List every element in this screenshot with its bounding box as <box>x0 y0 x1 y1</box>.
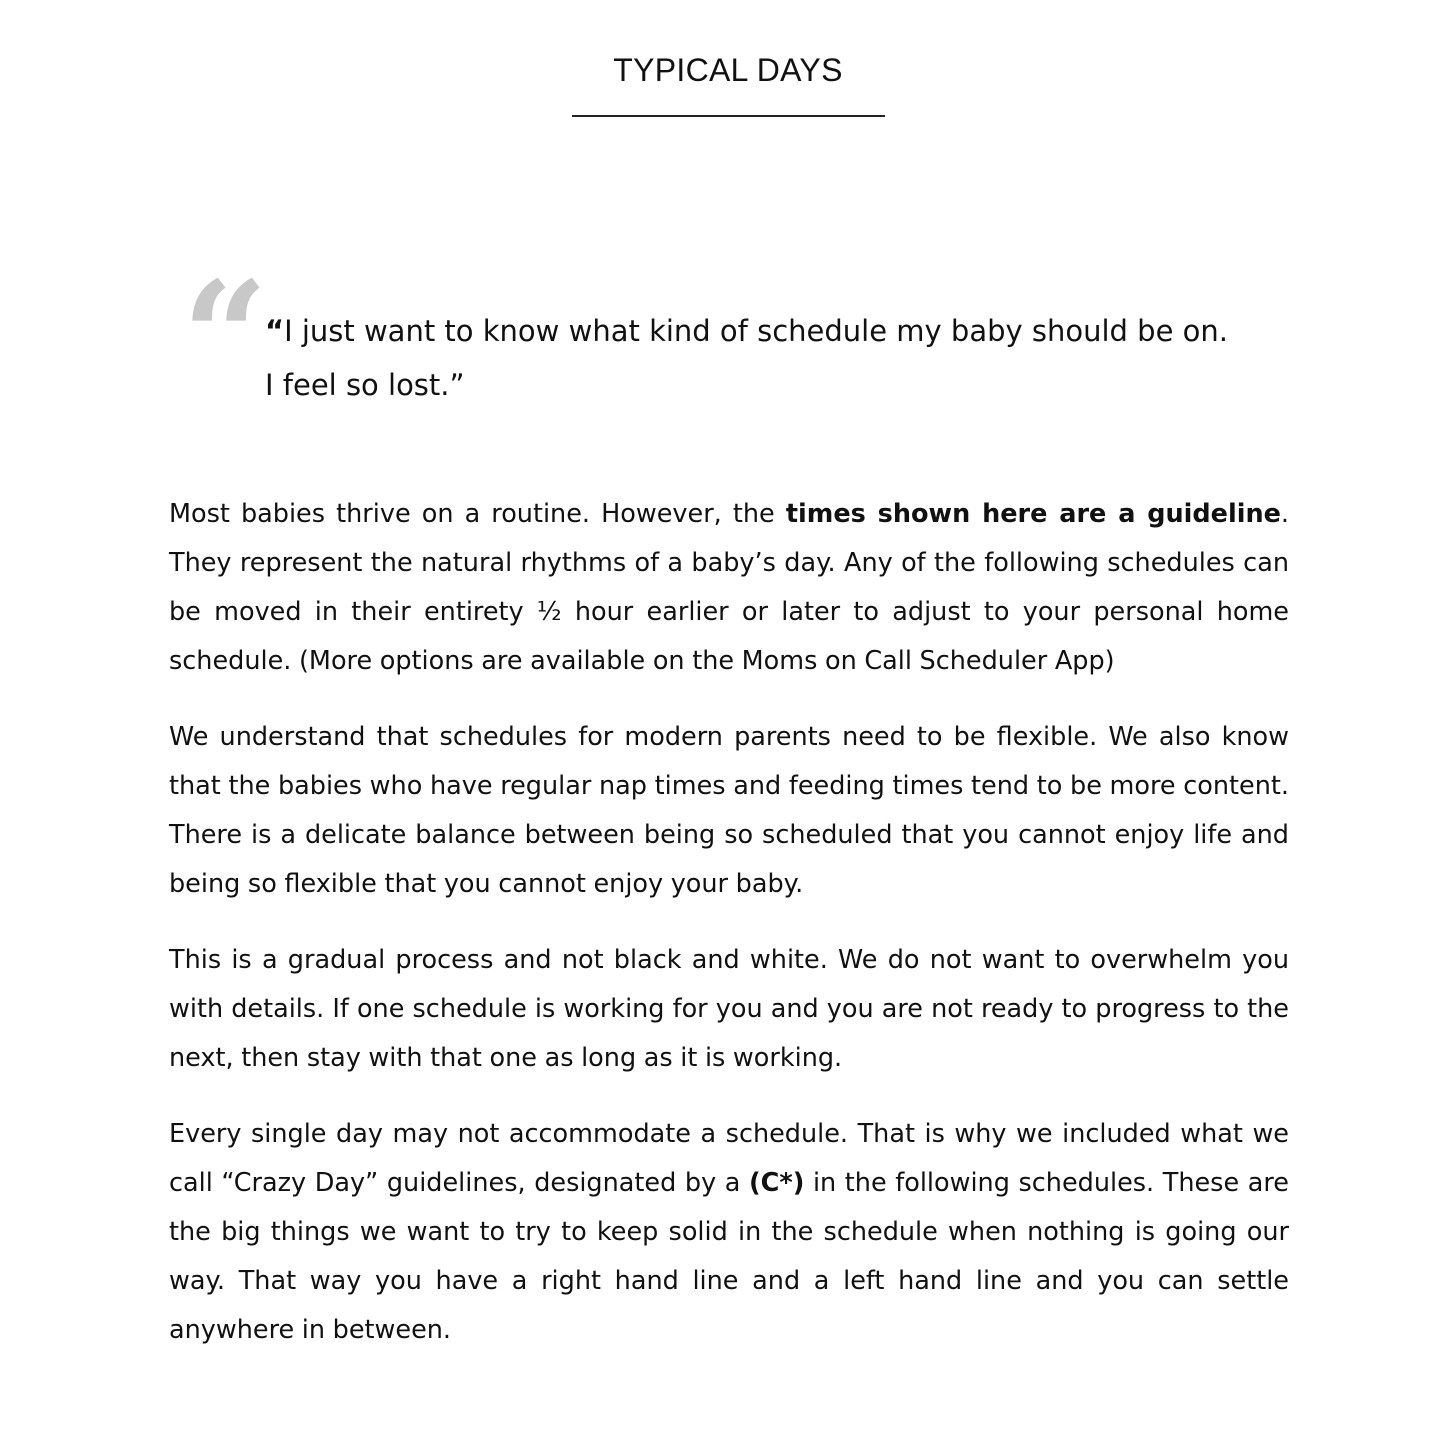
paragraph-2: We understand that schedules for modern parents need to be flexible. We also know that the babies who have regular nap times and feeding times tend to be more content. There is a delicate balance between being so scheduled that you cannot enjoy life and being so flexible that you cannot enjoy your baby. <box>169 722 1289 899</box>
pull-quote-text-1: I just want to know what kind of schedule my baby should be on. <box>284 314 1228 348</box>
paragraph-1 <box>169 490 1289 686</box>
paragraph-1-before: Most babies thrive on a routine. However, the <box>169 499 786 529</box>
paragraph-1-emphasis: times shown here are a guideline <box>785 499 1281 529</box>
quotation-mark-icon: “ <box>182 249 269 425</box>
paragraph-3: This is a gradual process and not black and white. We do not want to overwhelm you with details. If one schedule is working for you and you are not ready to progress to the next, then stay with that one as long as it is working. <box>169 945 1289 1073</box>
paragraph-1-after: . They represent the natural rhythms of a baby’s day. Any of the following schedules can be moved in their entirety ½ hour earlier or later to adjust to your personal home schedule. (More options are available on the Moms on Call Scheduler App) <box>169 499 1290 676</box>
body-text <box>169 490 1289 1382</box>
pull-quote-line-2: I feel so lost.” <box>265 368 465 402</box>
pull-quote <box>265 304 1325 412</box>
chapter-title: TYPICAL DAYS <box>613 52 843 88</box>
paragraph-4-before: Every single day may not accommodate a schedule. That is why we included what we call “Crazy Day” guidelines, designated by a <box>169 1119 1289 1198</box>
pull-quote-open-mark: “ <box>265 314 285 348</box>
paragraph-4 <box>169 1110 1289 1355</box>
paragraph-4-after: in the following schedules. These are the big things we want to try to keep solid in the schedule when nothing is going our way. That way you have a right hand line and a left hand line and you can settle anywhere in between. <box>169 1168 1289 1345</box>
pull-quote-line-1 <box>265 304 1325 358</box>
title-underline <box>572 115 885 117</box>
paragraph-4-emphasis: (C*) <box>749 1168 805 1198</box>
